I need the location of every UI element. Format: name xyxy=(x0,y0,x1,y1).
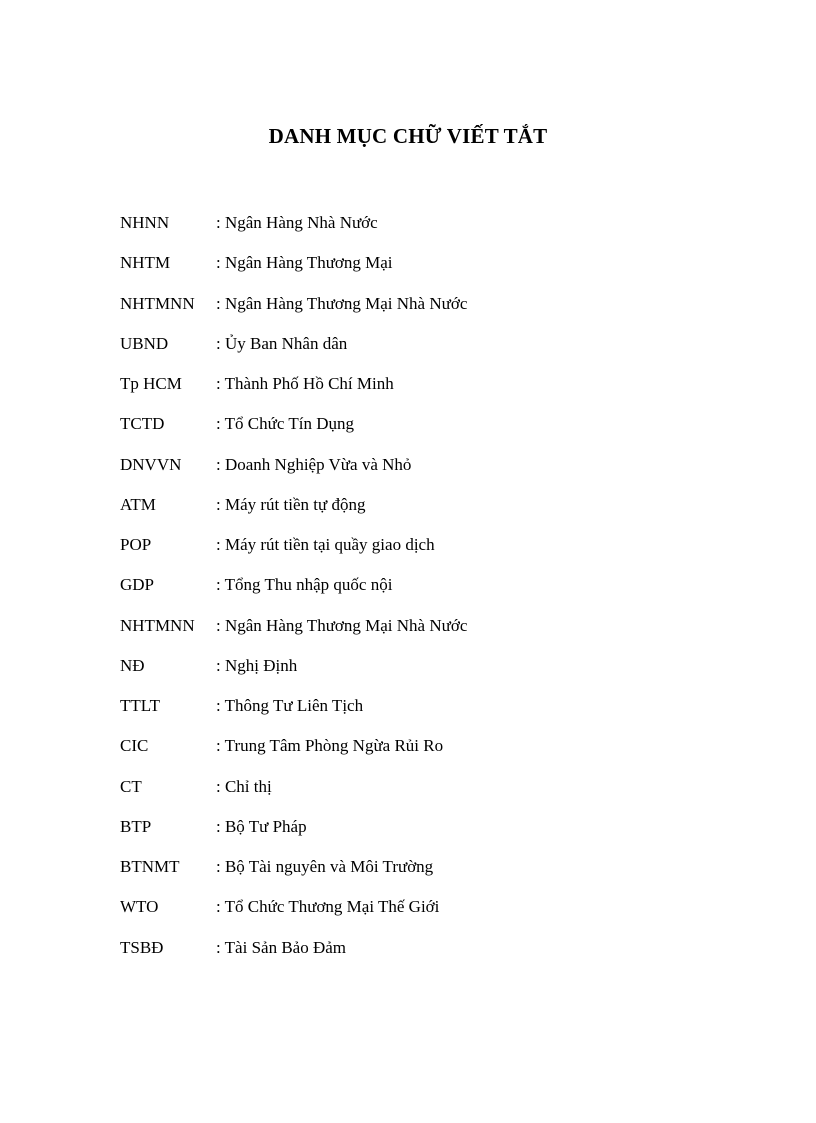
abbreviation-meaning: : Ngân Hàng Thương Mại Nhà Nước xyxy=(216,615,468,635)
list-item xyxy=(120,212,467,252)
list-item xyxy=(120,454,467,494)
abbreviation: Tp HCM xyxy=(120,374,182,393)
page-title: DANH MỤC CHỮ VIẾT TẮT xyxy=(268,124,548,148)
abbreviation-meaning: : Tổ Chức Thương Mại Thế Giới xyxy=(216,897,440,917)
list-item xyxy=(120,695,467,735)
abbreviation: DNVVN xyxy=(120,454,182,474)
abbreviation-meaning: : Tổ Chức Tín Dụng xyxy=(216,414,354,434)
list-item xyxy=(120,615,467,655)
abbreviation-list xyxy=(120,212,467,977)
abbreviation: BTP xyxy=(120,816,152,836)
list-item xyxy=(120,293,467,333)
list-item xyxy=(120,373,467,413)
list-item xyxy=(120,494,467,534)
abbreviation: POP xyxy=(120,535,152,554)
abbreviation: TTLT xyxy=(120,696,160,715)
abbreviation: ATM xyxy=(120,494,156,514)
abbreviation-meaning: : Trung Tâm Phòng Ngừa Rủi Ro xyxy=(216,736,444,756)
abbreviation-meaning: : Bộ Tài nguyên và Môi Trường xyxy=(216,857,434,876)
list-item xyxy=(120,735,467,775)
abbreviation-meaning: : Ngân Hàng Thương Mại Nhà Nước xyxy=(216,293,468,313)
abbreviation: UBND xyxy=(120,333,169,353)
list-item xyxy=(120,574,467,614)
list-item xyxy=(120,776,467,816)
list-item xyxy=(120,252,467,292)
abbreviation: CT xyxy=(120,776,142,796)
abbreviation: NHTM xyxy=(120,253,171,273)
abbreviation: NHNN xyxy=(120,213,170,232)
abbreviation: NHTMNN xyxy=(120,293,195,313)
abbreviation: WTO xyxy=(120,897,159,917)
abbreviation: BTNMT xyxy=(120,857,180,876)
list-item xyxy=(120,816,467,856)
abbreviation: GDP xyxy=(120,575,155,595)
abbreviation-meaning: : Thông Tư Liên Tịch xyxy=(216,696,364,715)
abbreviation: TCTD xyxy=(120,414,165,434)
abbreviation-meaning: : Tài Sản Bảo Đảm xyxy=(216,937,346,957)
list-item xyxy=(120,333,467,373)
abbreviation-meaning: : Ngân Hàng Thương Mại xyxy=(216,253,393,273)
list-item xyxy=(120,937,467,977)
abbreviation-meaning: : Máy rút tiền tại quầy giao dịch xyxy=(216,535,435,554)
abbreviation-meaning: : Doanh Nghiệp Vừa và Nhỏ xyxy=(216,454,412,474)
abbreviation-meaning: : Chỉ thị xyxy=(216,776,272,796)
abbreviation-meaning: : Bộ Tư Pháp xyxy=(216,816,307,836)
abbreviation-meaning: : Máy rút tiền tự động xyxy=(216,494,366,514)
abbreviation-meaning: : Tổng Thu nhập quốc nội xyxy=(216,575,393,595)
abbreviation-meaning: : Thành Phố Hồ Chí Minh xyxy=(216,374,394,393)
abbreviation-meaning: : Nghị Định xyxy=(216,655,298,675)
abbreviation: NĐ xyxy=(120,655,145,675)
abbreviation: CIC xyxy=(120,736,149,756)
list-item xyxy=(120,655,467,695)
abbreviation: TSBĐ xyxy=(120,937,164,957)
abbreviation: NHTMNN xyxy=(120,615,195,635)
abbreviation-meaning: : Ngân Hàng Nhà Nước xyxy=(216,213,378,232)
abbreviation-meaning: : Ủy Ban Nhân dân xyxy=(216,333,348,353)
list-item xyxy=(120,856,467,896)
list-item xyxy=(120,413,467,453)
list-item xyxy=(120,896,467,936)
list-item xyxy=(120,534,467,574)
